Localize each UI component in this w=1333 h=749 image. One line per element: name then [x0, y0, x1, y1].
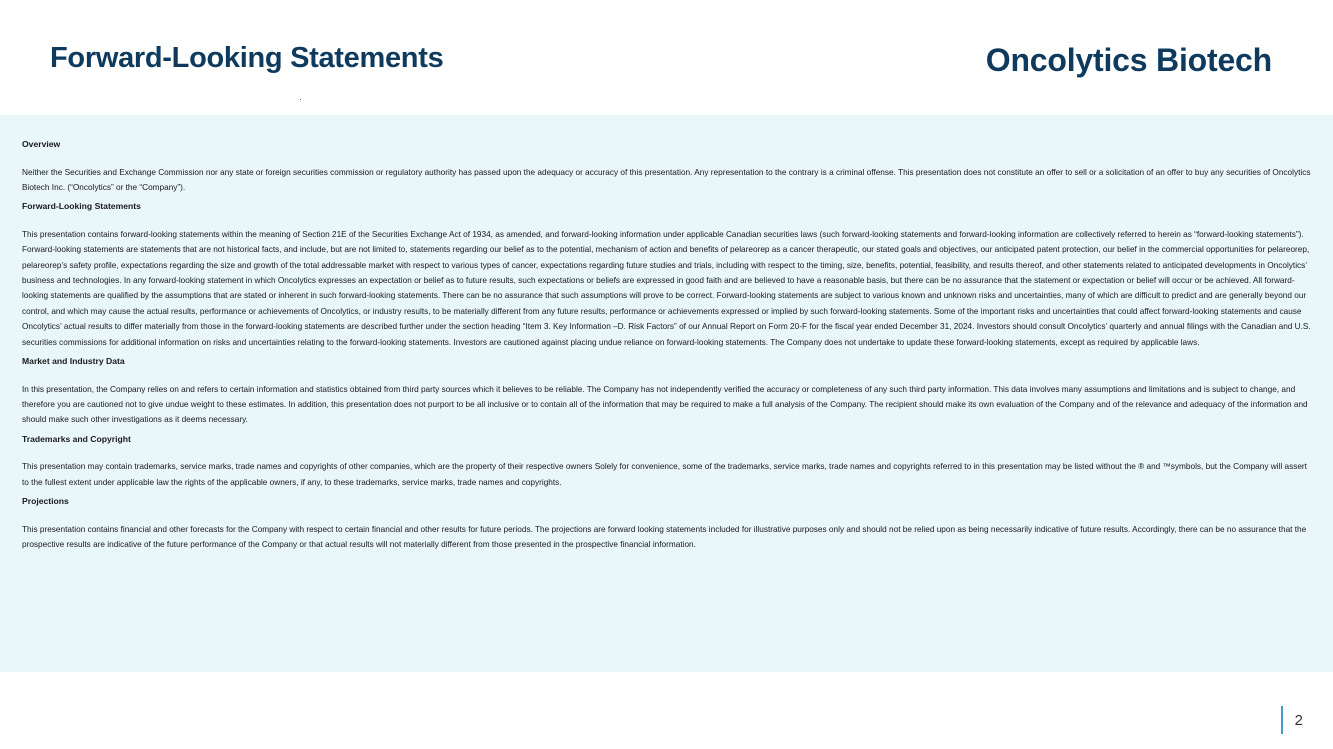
section-heading-forward-looking: Forward-Looking Statements: [22, 201, 141, 212]
page-marker: [1281, 706, 1303, 734]
section-body-projections: This presentation contains financial and other forecasts for the Company with respect to certain financial and other results for future periods. The projections are forward looking statements included for illustrative purposes only and should not be relied upon as being necessarily indicative of future results. Accordingly, there can be no assurance that the prospective results are indicative of the future performance of the Company or that actual results will not materially different from those presented in the prospective financial information.: [22, 524, 1307, 549]
page-bar-accent: [1281, 706, 1283, 734]
disclaimer-panel: [0, 115, 1333, 672]
divider-dot: [300, 99, 301, 100]
company-name: Oncolytics Biotech: [985, 42, 1272, 78]
section-heading-overview: Overview: [22, 139, 61, 149]
page-title: Forward-Looking Statements: [50, 42, 444, 74]
section-body-overview: Neither the Securities and Exchange Commission nor any state or foreign securities commission or regulatory authority has passed upon the adequacy or accuracy of this presentation. Any representation to the contrary is a criminal offense. This presentation does not constitute an offer to sell or a solicitation of an offer to buy any securities of Oncolytics Biotech Inc. (“Oncolytics” or the “Company”).: [22, 167, 1311, 192]
page-number: 2: [1294, 711, 1303, 729]
section-body-forward-looking: This presentation contains forward-looking statements within the meaning of Section 21E of the Securities Exchange Act of 1934, as amended, and forward-looking information under applicable Canadian securities laws (such forward-looking statements and forward-looking information are collectively referred to herein as “forward-looking statements”). Forward-looking statements are statements that are not historical facts, and include, but are not limited to, statements regarding our belief as to the potential, mechanism of action and benefits of pelareorep as a cancer therapeutic, our stated goals and objectives, our anticipated patent protection, our belief in the commercial opportunities for pelareorep, pelareorep’s safety profile, expectations regarding the size and growth of the total addressable market with respect to various types of cancer, expectations regarding future studies and trials, including with respect to the timing, size, benefits, potential, feasibility, and results thereof, and other statements related to anticipated developments in Oncolytics’ business and technologies. In any forward-looking statement in which Oncolytics expresses an expectation or belief as to future results, such expectations or beliefs are expressed in good faith and are believed to have a reasonable basis, but there can be no assurance that the statement or expectation or belief will occur or be achieved. All forward-looking statements are qualified by the assumptions that are stated or inherent in such forward-looking statements. There can be no assurance that such assumptions will prove to be correct. Forward-looking statements are subject to various known and unknown risks and uncertainties, many of which are difficult to predict and are generally beyond our control, and which may cause the actual results, performance or achievements of Oncolytics, or industry results, to be materially different from any future results, performance or achievements expressed or implied by such forward-looking statements. Some of the important risks and uncertainties that could affect forward-looking statements and cause Oncolytics’ actual results to differ materially from those in the forward-looking statements are described further under the section heading “Item 3. Key Information –D. Risk Factors” of our Annual Report on Form 20-F for the fiscal year ended December 31, 2024. Investors should consult Oncolytics’ quarterly and annual filings with the Canadian and U.S. securities commissions for additional information on risks and uncertainties relating to the forward-looking statements. Investors are cautioned against placing undue reliance on forward-looking statements. The Company does not undertake to update these forward-looking statements, except as required by applicable laws.: [22, 229, 1311, 347]
section-body-trademarks: This presentation may contain trademarks, service marks, trade names and copyrights of other companies, which are the property of their respective owners Solely for convenience, some of the trademarks, service marks, trade names and copyrights referred to in this presentation may be listed without the ® and ™symbols, but the Company will assert to the fullest extent under applicable law the rights of the applicable owners, if any, to these trademarks, service marks, trade names and copyrights.: [22, 462, 1307, 487]
section-body-market-data: In this presentation, the Company relies on and refers to certain information and statistics obtained from third party sources which it believes to be reliable. The Company has not independently verified the accuracy or completeness of any such third party information. This data involves many assumptions and limitations and is subject to change, and therefore you are cautioned not to give undue weight to these estimates. In addition, this presentation does not purport to be all inclusive or to contain all of the information that may be required to make a full analysis of the Company. The recipient should make its own evaluation of the Company and of the relevance and adequacy of the information and should make such other investigations as it deems necessary.: [22, 384, 1308, 425]
section-heading-market-data: Market and Industry Data: [22, 356, 125, 367]
section-heading-trademarks: Trademarks and Copyright: [22, 433, 131, 444]
section-heading-projections: Projections: [22, 496, 69, 507]
